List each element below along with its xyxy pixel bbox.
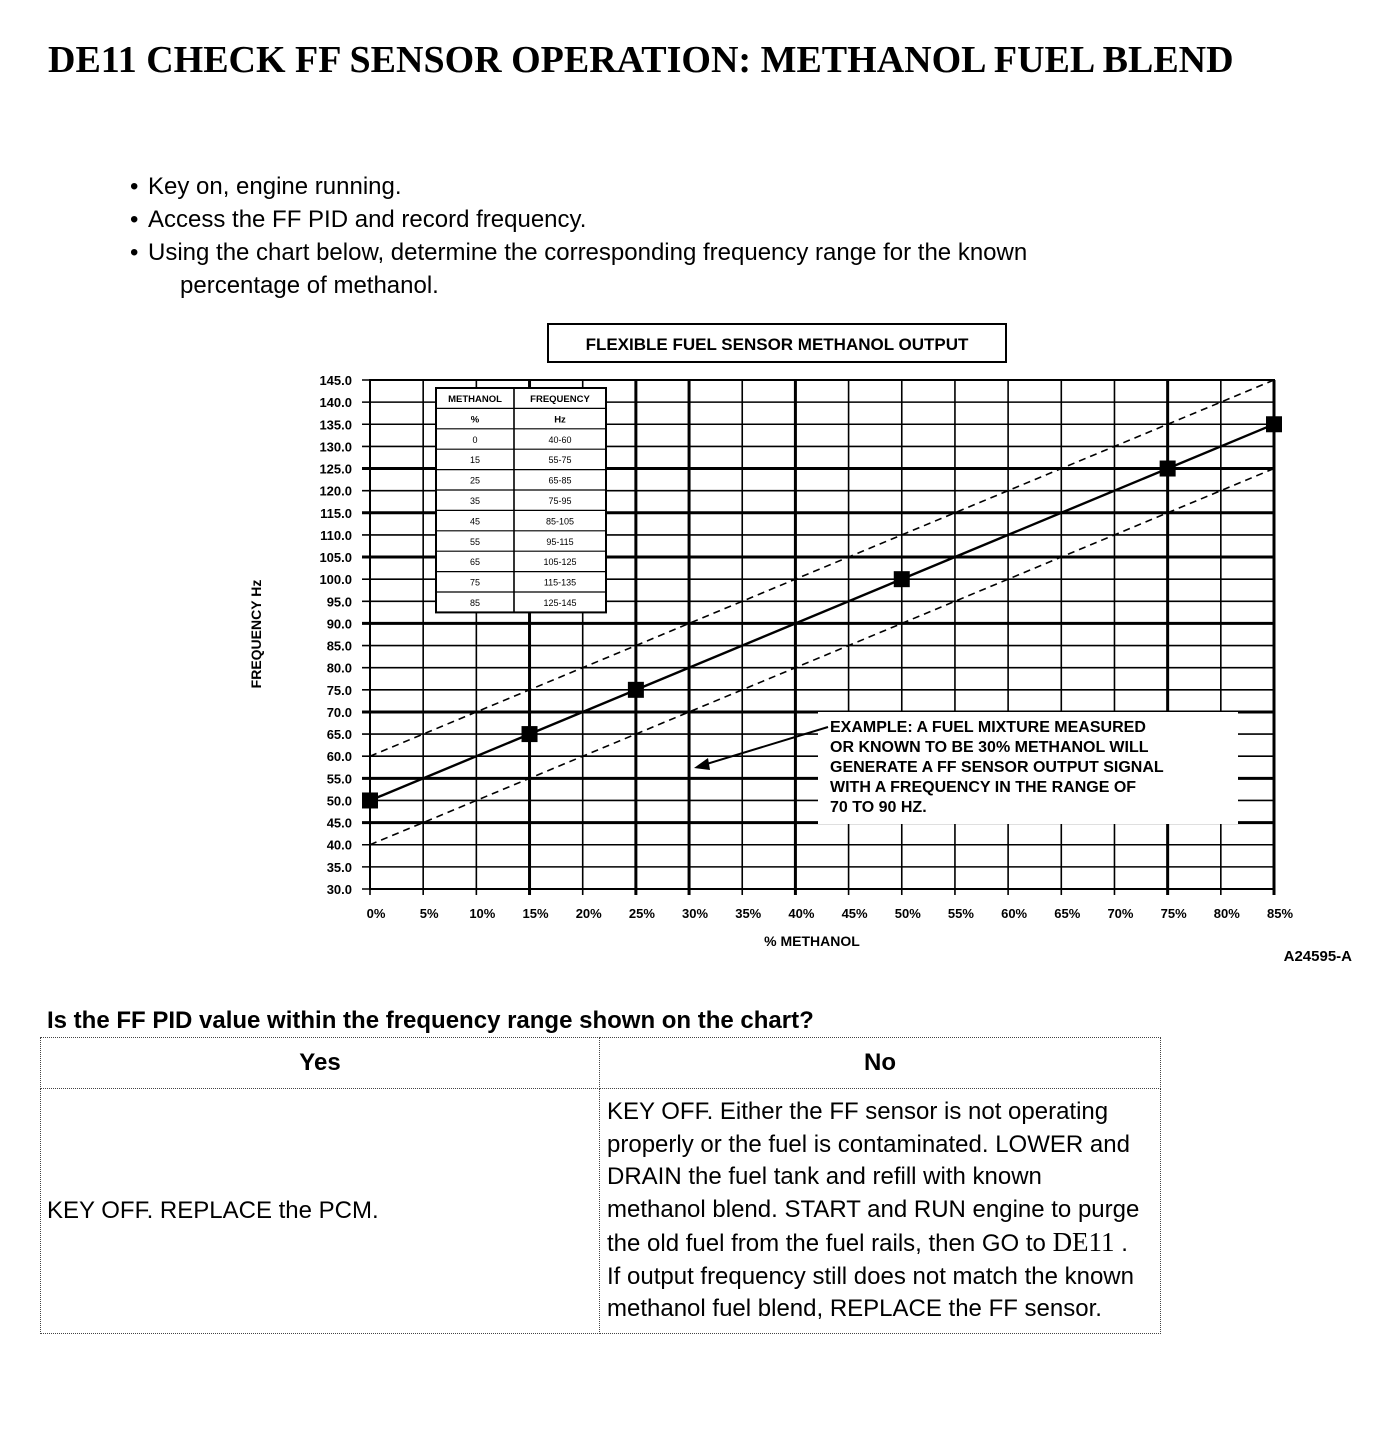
decision-table — [40, 1037, 1161, 1334]
inset-frame — [436, 388, 606, 612]
x-tick-label: 5% — [419, 906, 439, 921]
inset-cell: 0 — [472, 434, 478, 445]
arrow-head-icon — [694, 758, 710, 770]
list-item: • Access the FF PID and record frequency. — [130, 203, 1280, 236]
de11-link[interactable]: DE11 — [1052, 1227, 1115, 1257]
inset-cell: 115-135 — [543, 577, 577, 588]
no-action: KEY OFF. Either the FF sensor is not operating properly or the fuel is contaminated. LOWER and DRAIN the fuel tank and refill with known methanol blend. START and RUN engine to purge the old fuel from the fuel rails, then GO to DE11 . If output frequency still does not match the known methanol fuel blend, REPLACE the FF sensor. — [600, 1089, 1161, 1334]
annotation-line: OR KNOWN TO BE 30% METHANOL WILL — [830, 739, 1149, 756]
y-tick-label: 35.0 — [326, 859, 352, 875]
data-point — [1160, 461, 1176, 477]
y-tick-label: 45.0 — [326, 815, 352, 831]
x-tick-label: 25% — [628, 906, 655, 921]
inset-cell: 105-125 — [543, 557, 577, 568]
data-point — [362, 792, 378, 808]
table-row — [41, 1089, 1161, 1334]
inset-cell: 65-85 — [548, 475, 572, 486]
inset-cell: % — [470, 414, 480, 426]
x-tick-label: 65% — [1054, 906, 1081, 921]
y-tick-label: 70.0 — [326, 704, 352, 720]
yes-action: KEY OFF. REPLACE the PCM. — [41, 1089, 600, 1334]
no-header: No — [600, 1038, 1161, 1089]
x-tick-label: 55% — [947, 906, 974, 921]
inset-cell: 15 — [469, 455, 481, 466]
data-point — [1266, 416, 1282, 432]
x-tick-label: 20% — [575, 906, 602, 921]
yes-header: Yes — [41, 1038, 600, 1089]
y-tick-label: 90.0 — [326, 616, 352, 632]
annotation-line: EXAMPLE: A FUEL MIXTURE MEASURED — [830, 719, 1146, 736]
x-tick-label: 75% — [1160, 906, 1187, 921]
question-text: Is the FF PID value within the frequency range shown on the chart? — [47, 1007, 814, 1034]
y-tick-label: 130.0 — [319, 439, 352, 455]
bullet-icon: • — [130, 173, 139, 200]
inset-cell: Hz — [554, 414, 566, 426]
inset-cell: 125-145 — [543, 598, 577, 608]
annotation-arrow — [700, 727, 828, 766]
y-tick-label: 65.0 — [326, 727, 352, 743]
y-tick-label: 80.0 — [326, 660, 352, 676]
y-tick-label: 60.0 — [326, 749, 352, 765]
inset-cell: 95-115 — [546, 536, 574, 547]
inset-cell: 55-75 — [548, 455, 572, 466]
list-item-continuation: percentage of methanol. — [180, 272, 439, 299]
y-tick-label: 50.0 — [326, 793, 352, 809]
y-tick-label: 30.0 — [326, 882, 352, 897]
annotation-line: WITH A FREQUENCY IN THE RANGE OF — [830, 779, 1137, 796]
list-item: • Using the chart below, determine the corresponding frequency range for the known percentage of methanol. — [130, 236, 1280, 302]
inset-cell: 85-105 — [545, 516, 575, 527]
y-tick-label: 55.0 — [326, 771, 352, 787]
x-tick-label: 80% — [1213, 906, 1240, 921]
y-tick-label: 40.0 — [326, 837, 352, 853]
y-tick-label: 135.0 — [319, 417, 352, 433]
inset-cell: 75-95 — [548, 496, 572, 506]
x-tick-label: 10% — [469, 906, 496, 921]
figure-id: A24595-A — [1283, 948, 1352, 965]
y-tick-label: 145.0 — [319, 373, 352, 388]
y-tick-label: 85.0 — [326, 638, 352, 654]
data-point — [522, 726, 538, 742]
inset-cell: 25 — [469, 475, 481, 486]
x-tick-label: 35% — [735, 906, 762, 921]
inset-table — [436, 388, 606, 612]
inset-cell: 40-60 — [548, 434, 572, 445]
bullet-icon: • — [130, 239, 139, 266]
x-tick-label: 30% — [682, 906, 709, 921]
data-point — [894, 571, 910, 587]
table-header-row — [41, 1038, 1161, 1089]
y-tick-label: 120.0 — [319, 483, 352, 499]
x-tick-label: 45% — [841, 906, 868, 921]
inset-cell: 45 — [469, 516, 481, 527]
x-tick-label: 50% — [894, 906, 921, 921]
inset-cell: 85 — [469, 598, 481, 608]
x-tick-label: 85% — [1266, 906, 1294, 921]
inset-cell: 65 — [469, 557, 481, 568]
data-point — [628, 682, 644, 698]
inset-cell: 35 — [469, 496, 481, 506]
bullet-icon: • — [130, 206, 139, 233]
chart-y-label: FREQUENCY Hz — [248, 579, 264, 689]
chart-annotation — [694, 712, 1238, 824]
inset-cell: 55 — [469, 536, 481, 547]
inset-cell: 75 — [469, 577, 481, 588]
inset-cell: FREQUENCY — [530, 394, 590, 405]
x-tick-label: 15% — [522, 906, 549, 921]
x-tick-label: 40% — [788, 906, 815, 921]
y-tick-label: 95.0 — [326, 594, 352, 610]
x-tick-label: 60% — [1001, 906, 1028, 921]
chart-title: FLEXIBLE FUEL SENSOR METHANOL OUTPUT — [585, 335, 969, 354]
chart-x-label: % METHANOL — [764, 933, 860, 949]
annotation-line: GENERATE A FF SENSOR OUTPUT SIGNAL — [830, 759, 1164, 776]
y-tick-label: 105.0 — [319, 550, 352, 566]
annotation-line: 70 TO 90 HZ. — [830, 799, 927, 816]
y-tick-label: 100.0 — [319, 572, 352, 588]
y-tick-label: 125.0 — [319, 461, 352, 477]
y-tick-label: 115.0 — [320, 505, 352, 521]
list-item: • Key on, engine running. — [130, 170, 1280, 203]
x-tick-label: 0% — [366, 906, 386, 921]
y-tick-label: 140.0 — [319, 395, 352, 411]
inset-cell: METHANOL — [448, 394, 502, 405]
x-tick-label: 70% — [1107, 906, 1134, 921]
y-tick-label: 75.0 — [326, 682, 352, 698]
page-title: DE11 CHECK FF SENSOR OPERATION: METHANOL FUEL BLEND — [48, 39, 1234, 81]
y-tick-label: 110.0 — [320, 527, 352, 543]
